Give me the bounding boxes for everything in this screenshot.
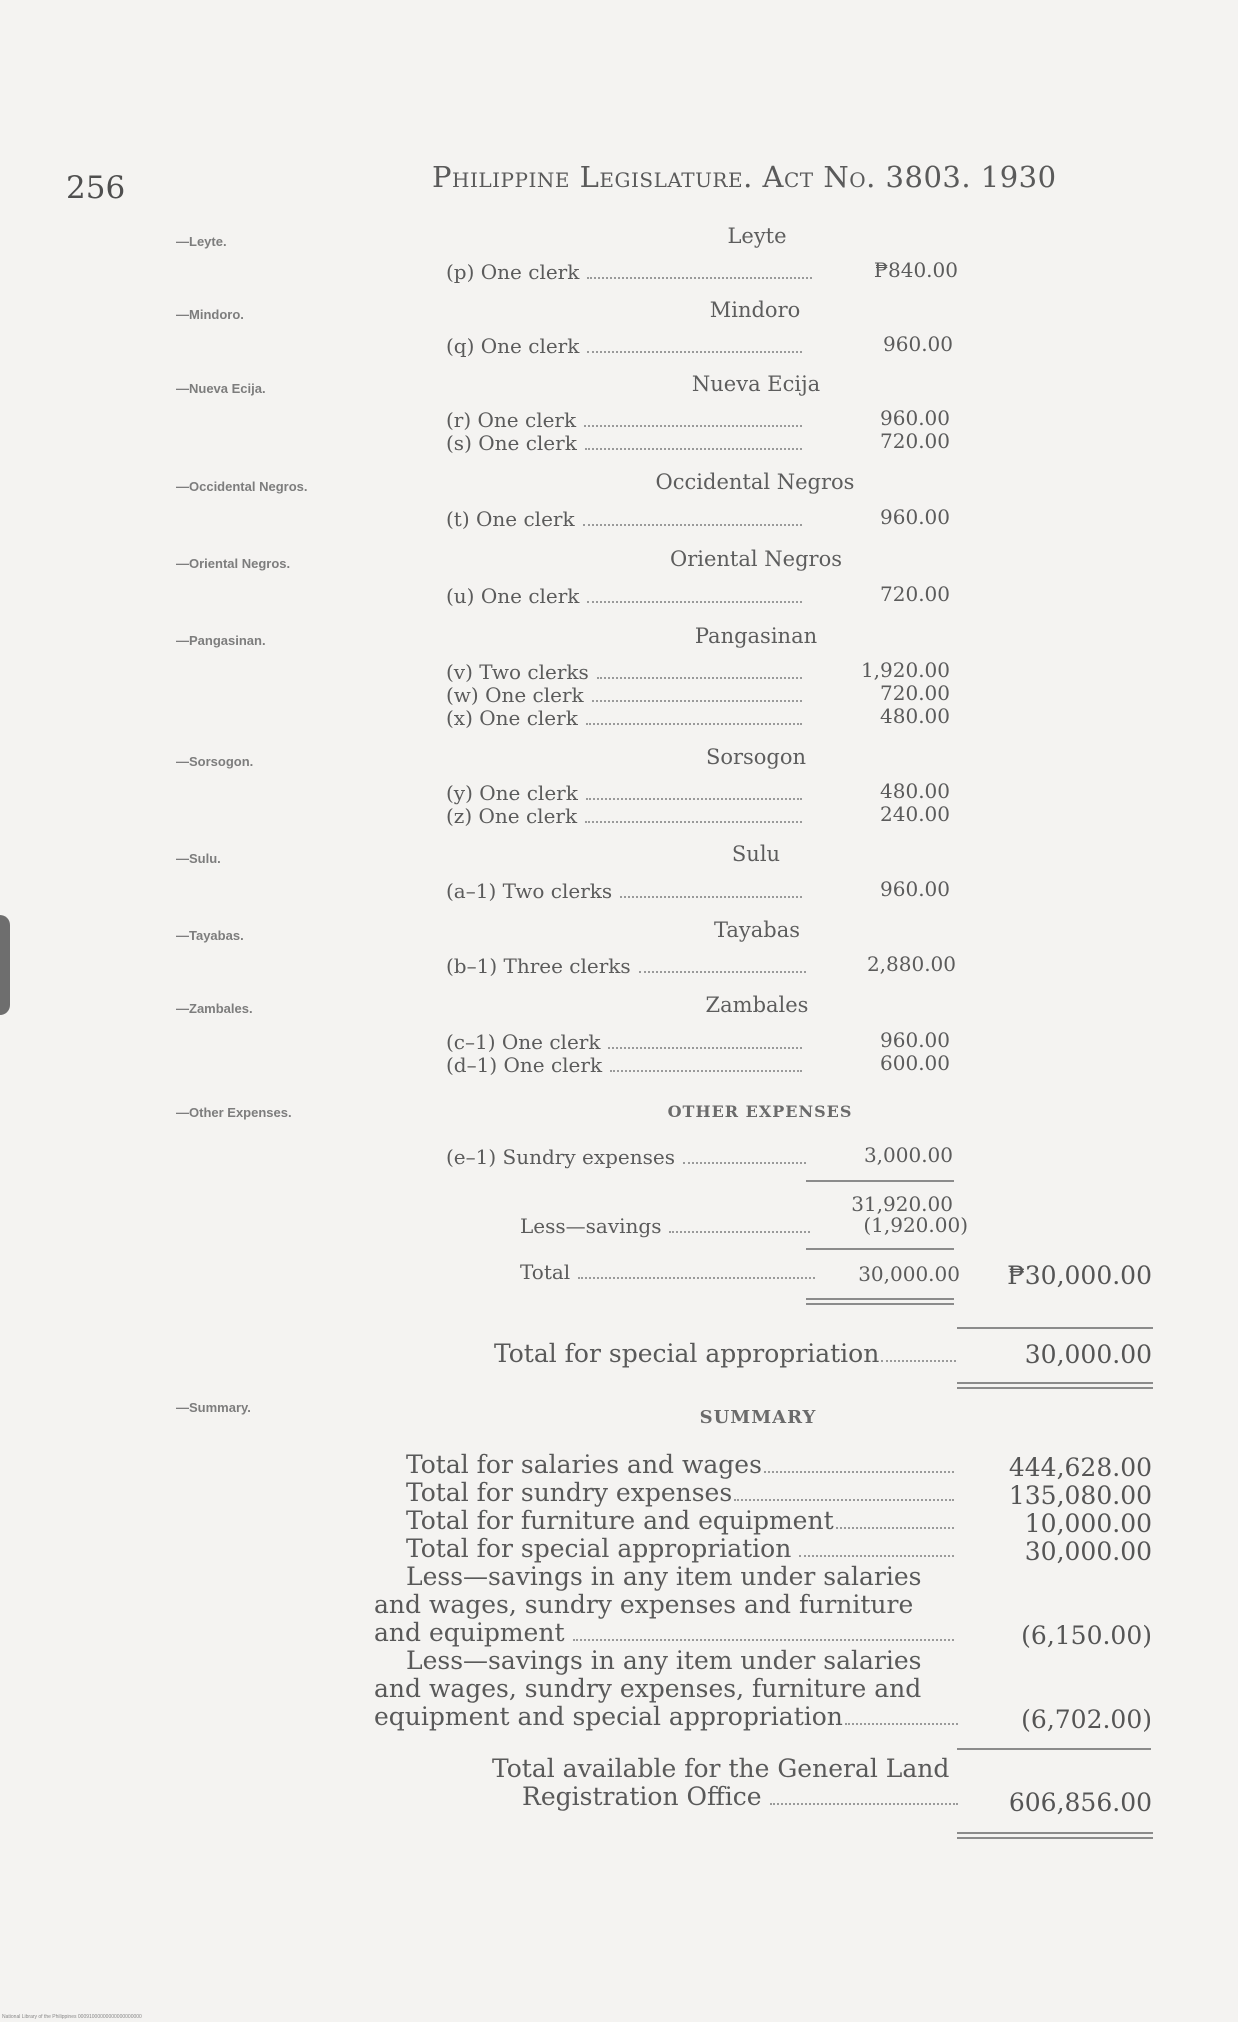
item-label: (u) One clerk (446, 584, 580, 608)
item-amount: 480.00 (880, 704, 950, 728)
dot-leader (608, 1047, 802, 1049)
section-heading-sorsogon: Sorsogon (705, 745, 807, 769)
section-heading-mindoro: Mindoro (709, 298, 801, 322)
item-label: (s) One clerk (446, 431, 577, 455)
section-heading-occidental-negros: Occidental Negros (655, 470, 855, 494)
item-line (446, 1145, 806, 1170)
summary-sundry-label: Total for sundry expenses (406, 1478, 733, 1507)
summary-savings1-amount: (6,150.00) (1021, 1621, 1152, 1650)
margin-note-nueva-ecija: —Nueva Ecija. (176, 381, 266, 396)
subtotal-rule (957, 1748, 1151, 1750)
summary-heading: SUMMARY (699, 1407, 817, 1428)
margin-note-leyte: —Leyte. (176, 234, 227, 249)
item-label: (v) Two clerks (446, 660, 589, 684)
section-heading-oriental-negros: Oriental Negros (670, 547, 842, 571)
dot-leader (583, 524, 802, 526)
item-amount: 720.00 (880, 681, 950, 705)
item-line (446, 431, 802, 456)
page-number: 256 (66, 170, 126, 206)
scan-footer: National Library of the Philippines 00091000000000000000000 (2, 2014, 142, 2020)
dot-leader (764, 1471, 954, 1473)
dot-leader (639, 971, 806, 973)
item-line (446, 804, 802, 829)
subtotal-rule (806, 1180, 954, 1182)
dot-leader (592, 700, 802, 702)
item-line (374, 1618, 954, 1647)
dot-leader (845, 1723, 958, 1725)
summary-savings1-line2: and wages, sundry expenses and furniture (374, 1590, 914, 1619)
summary-savings2-amount: (6,702.00) (1021, 1705, 1152, 1734)
dot-leader (799, 1555, 954, 1557)
subtotal-rule (957, 1327, 1153, 1329)
gross-total: 31,920.00 (851, 1192, 953, 1216)
item-line (446, 706, 802, 731)
summary-savings2-line1: Less—savings in any item under salaries (406, 1646, 922, 1675)
dot-leader (734, 1499, 954, 1501)
dot-leader (573, 1639, 954, 1641)
summary-special-amount: 30,000.00 (1024, 1537, 1152, 1566)
margin-note-sulu: —Sulu. (176, 851, 221, 866)
item-line (446, 1030, 802, 1055)
item-label: (y) One clerk (446, 781, 578, 805)
summary-special-label: Total for special appropriation (406, 1534, 792, 1563)
section-heading-other-expenses: OTHER EXPENSES (667, 1102, 853, 1121)
item-label: (q) One clerk (446, 334, 580, 358)
special-appropriation-label: Total for special appropriation (494, 1339, 880, 1368)
item-line (406, 1506, 954, 1535)
summary-salaries-label: Total for salaries and wages (406, 1450, 762, 1479)
summary-savings1-line1: Less—savings in any item under salaries (406, 1562, 922, 1591)
section-heading-tayabas: Tayabas (713, 918, 801, 942)
item-label: (a–1) Two clerks (446, 879, 613, 903)
dot-leader (683, 1162, 806, 1164)
double-rule (957, 1832, 1153, 1839)
item-label: (d–1) One clerk (446, 1053, 603, 1077)
item-amount: 600.00 (880, 1051, 950, 1075)
dot-leader (586, 798, 802, 800)
item-line (520, 1260, 815, 1285)
item-line (520, 1214, 810, 1239)
double-rule (806, 1298, 954, 1305)
item-line (446, 260, 812, 285)
item-amount: 720.00 (880, 429, 950, 453)
summary-available-line1: Total available for the General Land (492, 1754, 950, 1783)
item-amount: 960.00 (880, 1028, 950, 1052)
dot-leader (770, 1803, 958, 1805)
dot-leader (620, 896, 802, 898)
dot-leader (585, 821, 802, 823)
section-heading-zambales: Zambales (705, 993, 809, 1017)
double-rule (957, 1382, 1153, 1389)
item-line (446, 584, 802, 609)
summary-savings2-line2: and wages, sundry expenses, furniture and (374, 1674, 922, 1703)
item-line (446, 408, 802, 433)
item-line (406, 1450, 954, 1479)
dot-leader (587, 601, 802, 603)
scan-edge-shadow (0, 915, 10, 1015)
summary-savings2-line3: equipment and special appropriation (374, 1702, 843, 1731)
less-savings-label: Less—savings (520, 1214, 662, 1238)
section-heading-leyte: Leyte (727, 224, 787, 248)
item-line (446, 781, 802, 806)
less-savings-amount: (1,920.00) (863, 1213, 968, 1237)
summary-salaries-amount: 444,628.00 (1008, 1453, 1152, 1482)
item-line (494, 1339, 956, 1368)
dot-leader (587, 277, 812, 279)
special-appropriation-amount: 30,000.00 (1024, 1340, 1152, 1369)
item-amount: 480.00 (880, 779, 950, 803)
item-label: (e–1) Sundry expenses (446, 1145, 676, 1169)
section-heading-sulu: Sulu (731, 842, 781, 866)
summary-savings1-line3: and equipment (374, 1618, 565, 1647)
dot-leader (586, 723, 802, 725)
margin-note-pangasinan: —Pangasinan. (176, 633, 266, 648)
item-line (446, 660, 802, 685)
item-amount: 960.00 (880, 505, 950, 529)
item-line (446, 507, 802, 532)
margin-note-occidental-negros: —Occidental Negros. (176, 479, 308, 494)
item-amount: 1,920.00 (860, 658, 950, 682)
item-line (446, 683, 802, 708)
margin-note-tayabas: —Tayabas. (176, 928, 244, 943)
summary-furniture-amount: 10,000.00 (1024, 1509, 1152, 1538)
item-amount: ₱840.00 (873, 258, 958, 282)
dot-leader (585, 448, 802, 450)
dot-leader (669, 1231, 810, 1233)
item-label: (x) One clerk (446, 706, 578, 730)
item-label: (w) One clerk (446, 683, 584, 707)
item-line (522, 1782, 958, 1811)
item-line (446, 954, 806, 979)
margin-note-zambales: —Zambales. (176, 1001, 253, 1016)
item-line (446, 334, 802, 359)
item-label: (t) One clerk (446, 507, 575, 531)
item-line (406, 1534, 954, 1563)
dot-leader (578, 1277, 815, 1279)
item-amount: 960.00 (880, 406, 950, 430)
item-label: (r) One clerk (446, 408, 577, 432)
dot-leader (610, 1070, 802, 1072)
item-amount: 3,000.00 (863, 1143, 953, 1167)
item-line (446, 1053, 802, 1078)
section-heading-nueva-ecija: Nueva Ecija (691, 372, 821, 396)
summary-available-line2: Registration Office (522, 1782, 762, 1811)
summary-furniture-label: Total for furniture and equipment (406, 1506, 834, 1535)
margin-note-other-expenses: —Other Expenses. (176, 1105, 292, 1120)
margin-note-summary: —Summary. (176, 1400, 251, 1415)
summary-available-amount: 606,856.00 (1008, 1788, 1152, 1817)
total-outer-amount: ₱30,000.00 (1007, 1261, 1152, 1290)
section-heading-pangasinan: Pangasinan (694, 624, 818, 648)
item-label: (c–1) One clerk (446, 1030, 601, 1054)
item-label: (p) One clerk (446, 260, 580, 284)
item-amount: 960.00 (883, 332, 953, 356)
item-amount: 960.00 (880, 877, 950, 901)
margin-note-mindoro: —Mindoro. (176, 307, 244, 322)
item-amount: 240.00 (880, 802, 950, 826)
item-line (446, 879, 802, 904)
dot-leader (881, 1360, 956, 1362)
dot-leader (587, 351, 802, 353)
item-amount: 720.00 (880, 582, 950, 606)
margin-note-oriental-negros: —Oriental Negros. (176, 556, 291, 571)
dot-leader (836, 1527, 954, 1529)
item-label: (b–1) Three clerks (446, 954, 631, 978)
item-label: (z) One clerk (446, 804, 578, 828)
total-amount: 30,000.00 (858, 1262, 960, 1286)
total-label: Total (520, 1260, 571, 1284)
item-line (374, 1702, 958, 1731)
item-line (406, 1478, 954, 1507)
margin-note-sorsogon: —Sorsogon. (176, 754, 254, 769)
item-amount: 2,880.00 (866, 952, 956, 976)
summary-sundry-amount: 135,080.00 (1008, 1481, 1152, 1510)
subtotal-rule (806, 1248, 954, 1250)
dot-leader (584, 425, 802, 427)
dot-leader (597, 677, 802, 679)
running-head: Philippine Legislature. Act No. 3803. 1930 (432, 160, 1057, 194)
